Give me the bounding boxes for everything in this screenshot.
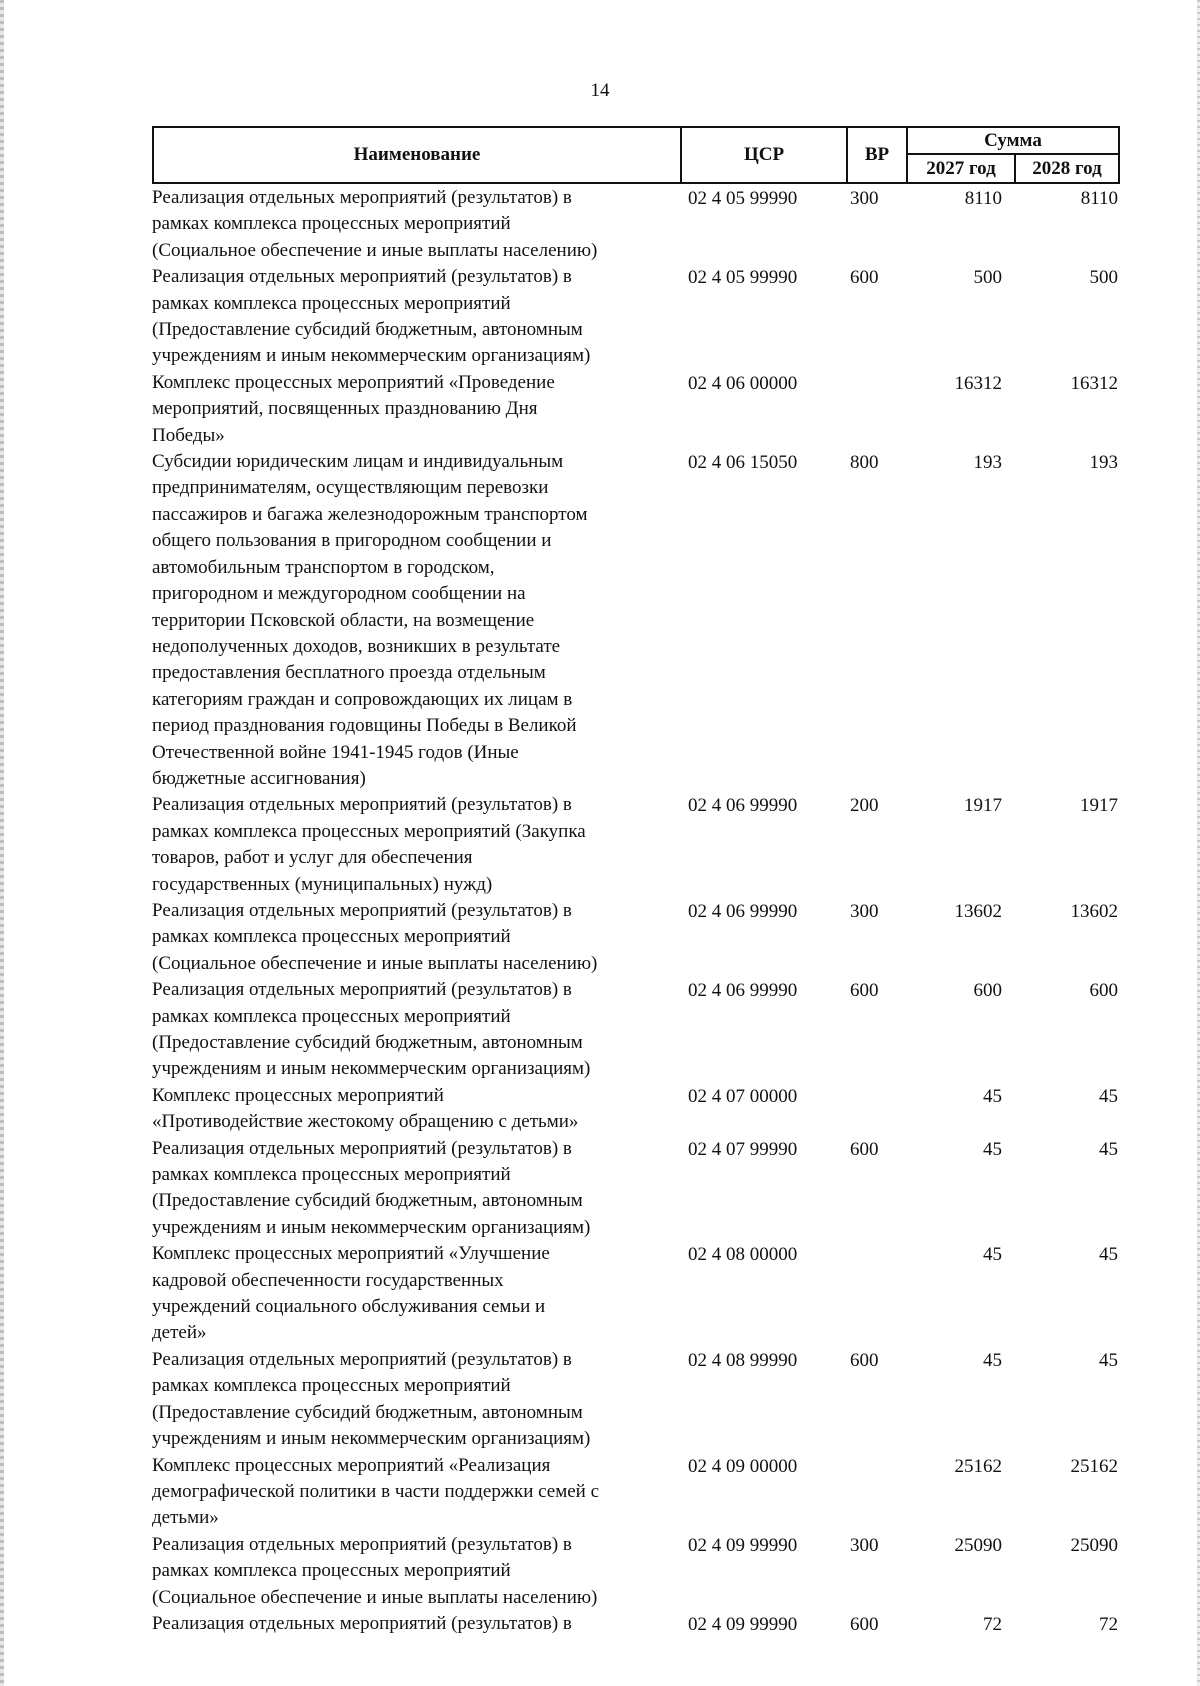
row-sum-2028: 500: [1089, 267, 1118, 289]
row-csr: 02 4 09 99990: [688, 1613, 798, 1635]
row-vr: 600: [850, 1613, 879, 1635]
page-number: 14: [590, 80, 610, 101]
row-vr: [846, 1453, 906, 1454]
row-name: Реализация отдельных мероприятий (результатов) в рамках комплекса процессных мероприятий (Предоставление субсидий бюджетным, автономным учреждениям и иным некоммерческим организациям): [152, 1348, 591, 1450]
row-csr: 02 4 06 00000: [688, 372, 798, 394]
header-csr: ЦСР: [682, 128, 848, 182]
row-sum-2027: 8110: [964, 188, 1002, 209]
table-row: [152, 1532, 1120, 1611]
table-body: [152, 185, 1120, 1638]
row-sum-2028: 72: [1099, 1613, 1118, 1635]
table-header: [152, 126, 1120, 184]
table-row: [152, 1453, 1120, 1532]
row-sum-2027: 500: [973, 267, 1002, 289]
row-sum-2028: 25162: [1070, 1455, 1118, 1477]
row-csr: 02 4 07 99990: [688, 1138, 798, 1160]
row-name: Реализация отдельных мероприятий (результатов) в рамках комплекса процессных мероприятий (Предоставление субсидий бюджетным, автономным учреждениям и иным некоммерческим организациям): [152, 266, 591, 367]
row-vr: 600: [850, 1349, 879, 1371]
row-csr: 02 4 07 00000: [688, 1085, 798, 1107]
row-vr: 600: [850, 267, 879, 289]
row-csr: 02 4 09 00000: [688, 1455, 798, 1477]
row-sum-2027: 25090: [954, 1534, 1002, 1556]
table-row: [152, 264, 1120, 370]
header-vr: ВР: [848, 128, 908, 182]
row-csr: 02 4 05 99990: [688, 188, 798, 209]
row-csr: 02 4 09 99990: [688, 1534, 798, 1556]
header-year-2027: 2027 год: [908, 155, 1016, 182]
table-row: [152, 449, 1120, 792]
row-sum-2028: 16312: [1070, 372, 1118, 394]
row-sum-2028: 45: [1099, 1138, 1118, 1160]
table-row: [152, 1083, 1120, 1136]
header-name: Наименование: [154, 128, 682, 182]
row-csr: 02 4 05 99990: [688, 267, 798, 289]
row-csr: 02 4 08 00000: [688, 1244, 798, 1266]
row-sum-2028: 1917: [1080, 795, 1118, 817]
row-vr: [846, 1083, 906, 1084]
row-name: Комплекс процессных мероприятий «Реализация демографической политики в части поддержки семей с детьми»: [152, 1454, 600, 1529]
table-row: [152, 1241, 1120, 1347]
row-sum-2027: 72: [983, 1613, 1002, 1635]
row-sum-2027: 1917: [964, 795, 1002, 817]
row-name: Комплекс процессных мероприятий «Улучшение кадровой обеспеченности государственных учреждений социального обслуживания семьи и детей»: [152, 1243, 550, 1344]
row-sum-2028: 193: [1089, 452, 1118, 474]
row-sum-2028: 13602: [1070, 900, 1118, 922]
row-sum-2027: 16312: [954, 372, 1002, 394]
row-sum-2028: 45: [1099, 1349, 1118, 1371]
row-vr: 600: [850, 1138, 879, 1160]
row-sum-2027: 13602: [954, 900, 1002, 922]
table-row: [152, 370, 1120, 449]
row-sum-2027: 193: [973, 452, 1002, 474]
row-sum-2027: 45: [983, 1138, 1002, 1160]
row-name: Реализация отдельных мероприятий (результатов) в рамках комплекса процессных мероприятий (Предоставление субсидий бюджетным, автономным учреждениям и иным некоммерческим организациям): [152, 979, 591, 1080]
row-name: Реализация отдельных мероприятий (результатов) в рамках комплекса процессных мероприятий (Предоставление субсидий бюджетным, автономным учреждениям и иным некоммерческим организациям): [152, 1137, 591, 1238]
table-row: [152, 185, 1120, 264]
row-name: Реализация отдельных мероприятий (результатов) в рамках комплекса процессных мероприятий (Социальное обеспечение и иные выплаты населению): [152, 899, 598, 974]
row-name: Реализация отдельных мероприятий (результатов) в рамках комплекса процессных мероприятий (Закупка товаров, работ и услуг для обеспечения государственных (муниципальных) нужд): [152, 794, 586, 895]
row-sum-2027: 45: [983, 1244, 1002, 1266]
row-csr: 02 4 06 99990: [688, 900, 798, 922]
row-vr: 300: [850, 188, 879, 209]
table-row: [152, 1611, 1120, 1638]
row-vr: [846, 1241, 906, 1242]
row-name: Комплекс процессных мероприятий «Проведение мероприятий, посвященных празднованию Дня Победы»: [152, 371, 555, 446]
row-name: Комплекс процессных мероприятий «Противодействие жестокому обращению с детьми»: [152, 1084, 579, 1133]
row-sum-2027: 45: [983, 1085, 1002, 1107]
row-name: Реализация отдельных мероприятий (результатов) в: [152, 1612, 572, 1634]
row-csr: 02 4 06 15050: [688, 452, 798, 474]
row-csr: 02 4 06 99990: [688, 795, 798, 817]
row-sum-2028: 8110: [1080, 188, 1118, 209]
row-csr: 02 4 08 99990: [688, 1349, 798, 1371]
row-vr: 800: [850, 452, 879, 474]
table-row: [152, 898, 1120, 977]
row-vr: 300: [850, 1534, 879, 1556]
row-name: Субсидии юридическим лицам и индивидуальным предпринимателям, осуществляющим перевозки пассажиров и багажа железнодорожным транспортом общего пользования в пригородном сообщении и автомобильным транспортом в городском, пригородном и междугородном сообщении на территории Псковской области, на возмещение недополученных доходов, возникших в результате предоставления бесплатного проезда отдельным категориям граждан и сопровождающих их лицам в период празднования годовщины Победы в Великой Отечественной войне 1941-1945 годов (Иные бюджетные ассигнования): [152, 451, 588, 789]
row-vr: [846, 370, 906, 371]
table-row: [152, 977, 1120, 1083]
row-sum-2027: 600: [973, 980, 1002, 1002]
row-name: Реализация отдельных мероприятий (результатов) в рамках комплекса процессных мероприятий (Социальное обеспечение и иные выплаты населению): [152, 1533, 598, 1608]
header-year-2028: 2028 год: [1032, 157, 1102, 179]
row-vr: 600: [850, 980, 879, 1002]
row-sum-2028: 45: [1099, 1244, 1118, 1266]
header-sum: Сумма: [908, 128, 1118, 155]
row-sum-2028: 25090: [1070, 1534, 1118, 1556]
row-name: Реализация отдельных мероприятий (результатов) в рамках комплекса процессных мероприятий (Социальное обеспечение и иные выплаты населению): [152, 187, 598, 261]
table-row: [152, 1347, 1120, 1453]
row-vr: 200: [850, 795, 879, 817]
row-sum-2028: 45: [1099, 1085, 1118, 1107]
row-vr: 300: [850, 900, 879, 922]
row-csr: 02 4 06 99990: [688, 980, 798, 1002]
table-row: [152, 1136, 1120, 1242]
scan-edge-left: [0, 0, 4, 1686]
row-sum-2027: 25162: [954, 1455, 1002, 1477]
row-sum-2027: 45: [983, 1349, 1002, 1371]
row-sum-2028: 600: [1089, 980, 1118, 1002]
table-row: [152, 792, 1120, 898]
